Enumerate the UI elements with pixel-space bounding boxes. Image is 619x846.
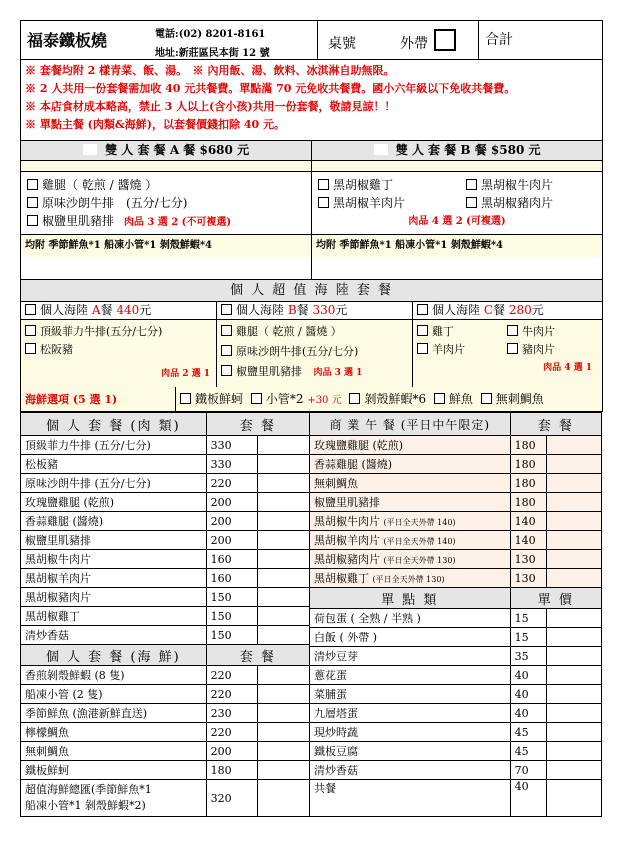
- double-set-b-title: 雙 人 套 餐 B 餐 $580 元: [395, 143, 541, 157]
- item-price: 40: [510, 780, 546, 817]
- qty-cell[interactable]: [258, 455, 310, 474]
- item-name: 檸檬鯛魚: [21, 723, 207, 742]
- seafood-options-label: 海鮮選項 (5 選 1): [21, 387, 176, 411]
- checkbox[interactable]: [466, 197, 477, 208]
- table-row: [21, 685, 310, 704]
- personal-a-title-prefix: 個人海陸: [40, 303, 89, 317]
- checkbox[interactable]: [481, 393, 492, 404]
- qty-cell[interactable]: [546, 436, 601, 455]
- table-row: [21, 666, 310, 685]
- double-sets: [20, 141, 603, 280]
- notices: [20, 60, 603, 141]
- seafood-option: 鮮魚: [448, 392, 473, 406]
- qty-cell[interactable]: [258, 531, 310, 550]
- table-row: [21, 531, 310, 550]
- double-a-item: 椒鹽里肌豬排: [42, 214, 115, 228]
- table-row: [21, 493, 310, 512]
- checkbox[interactable]: [417, 304, 428, 315]
- item-name: 無刺鯛魚: [314, 477, 358, 490]
- qty-cell[interactable]: [258, 474, 310, 493]
- checkbox[interactable]: [318, 179, 329, 190]
- table-row: [21, 455, 310, 474]
- personal-b-item: 雞腿（ 乾煎 / 醬燒 ）: [236, 325, 342, 338]
- table-row: [310, 742, 602, 761]
- personal-b-item: 原味沙朗牛排(五分/七分): [236, 345, 359, 358]
- double-a-sides: 均附 季節鮮魚*1 船凍小管*1 剝殼鮮蝦*4: [21, 234, 311, 257]
- meat-table-header: [21, 413, 310, 436]
- personal-c-mid: 餐: [493, 303, 506, 317]
- item-name: 季節鮮魚 (漁港新鮮直送): [21, 704, 207, 723]
- checkbox[interactable]: [25, 304, 36, 315]
- personal-c-item: 豬肉片: [522, 343, 555, 356]
- item-name: 黑胡椒豬肉片: [314, 553, 380, 566]
- double-b-pick-note: 肉品 4 選 2 (可複選): [408, 216, 506, 227]
- business-table-header: [310, 413, 602, 436]
- personal-sets-title: 個 人 超 值 海 陸 套 餐: [20, 280, 603, 302]
- double-set-a-checkbox[interactable]: [83, 144, 97, 155]
- meat-table-title: 個 人 套 餐 (肉 類): [21, 413, 207, 436]
- qty-cell[interactable]: [546, 685, 601, 704]
- item-price: 45: [510, 723, 546, 742]
- qty-cell[interactable]: [546, 493, 601, 512]
- table-row: [21, 723, 310, 742]
- double-set-b: [312, 141, 602, 279]
- personal-a-letter: A: [91, 303, 101, 317]
- table-row: [310, 723, 602, 742]
- item-name: 清炒香菇: [310, 761, 511, 780]
- item-name: 白飯 ( 外帶 ): [310, 628, 511, 647]
- item-name: 椒鹽里肌豬排: [21, 531, 207, 550]
- checkbox[interactable]: [180, 393, 191, 404]
- personal-set-c: [413, 302, 602, 386]
- item-price: 130: [510, 550, 546, 569]
- address: 地址:新莊區民本街 12 號: [155, 48, 270, 59]
- item-name: 椒鹽里肌豬排: [314, 496, 380, 509]
- checkbox[interactable]: [221, 325, 232, 336]
- qty-cell[interactable]: [258, 550, 310, 569]
- item-price: 35: [510, 647, 546, 666]
- item-name: 清炒豆芽: [310, 647, 511, 666]
- item-price: 150: [206, 588, 258, 607]
- personal-b-title-prefix: 個人海陸: [236, 303, 285, 317]
- table-row: [310, 647, 602, 666]
- combo-name: [21, 780, 207, 817]
- qty-cell[interactable]: [258, 626, 310, 645]
- item-price: 15: [510, 609, 546, 628]
- table-row: [310, 569, 602, 588]
- personal-c-title-prefix: 個人海陸: [432, 303, 481, 317]
- item-name: 菜脯蛋: [310, 685, 511, 704]
- table-row: [310, 493, 602, 512]
- item-price: 40: [510, 666, 546, 685]
- checkbox[interactable]: [27, 179, 38, 190]
- table-row: [310, 455, 602, 474]
- personal-c-letter: C: [483, 303, 494, 317]
- personal-a-mid: 餐: [100, 303, 113, 317]
- item-name: 黑胡椒雞丁: [21, 607, 207, 626]
- table-row: [310, 685, 602, 704]
- qty-cell[interactable]: [546, 723, 601, 742]
- checkbox[interactable]: [27, 215, 38, 226]
- item-name: 清炒香菇: [21, 626, 207, 645]
- double-a-pick-note: 肉品 3 選 2 (不可複選): [123, 217, 232, 228]
- checkbox[interactable]: [434, 393, 445, 404]
- item-price: 320: [206, 780, 258, 817]
- qty-cell[interactable]: [258, 569, 310, 588]
- qty-cell[interactable]: [258, 436, 310, 455]
- item-price: 160: [206, 550, 258, 569]
- double-a-item: 原味沙朗牛排 (五分/七分): [42, 196, 188, 210]
- item-price: 40: [510, 685, 546, 704]
- qty-cell[interactable]: [258, 493, 310, 512]
- item-name: 蔥花蛋: [310, 666, 511, 685]
- restaurant-name: 福泰鐵板燒: [27, 31, 108, 50]
- table-row: [310, 531, 602, 550]
- qty-cell[interactable]: [258, 780, 310, 817]
- item-name: 玫瑰鹽雞腿 (乾煎): [21, 493, 207, 512]
- table-row: [21, 704, 310, 723]
- table-row: [21, 780, 310, 817]
- personal-a-price: 440: [116, 303, 140, 317]
- qty-cell[interactable]: [546, 550, 601, 569]
- item-price: 160: [206, 569, 258, 588]
- checkbox[interactable]: [25, 343, 36, 354]
- table-row: [310, 609, 602, 628]
- personal-b-mid: 餐: [296, 303, 309, 317]
- personal-b-note: 肉品 3 選 1: [313, 368, 363, 378]
- combo-line-2: 船凍小管*1 剝殼鮮蝦*2): [25, 799, 146, 812]
- item-price: 15: [510, 628, 546, 647]
- notice-4: ※ 單點主餐 (肉類&海鮮)，以套餐價錢扣除 40 元。: [25, 118, 285, 131]
- checkbox[interactable]: [507, 343, 518, 354]
- item-price: 70: [510, 761, 546, 780]
- qty-cell[interactable]: [546, 742, 601, 761]
- personal-c-price: 280: [508, 303, 532, 317]
- personal-c-unit: 元: [531, 303, 544, 317]
- total-box: [478, 21, 602, 59]
- qty-cell[interactable]: [546, 531, 601, 550]
- item-name: 鐵板鮮蚵: [21, 761, 207, 780]
- qty-cell[interactable]: [546, 704, 601, 723]
- seafood-table-title: 個 人 套 餐 (海 鮮): [21, 645, 207, 666]
- qty-cell[interactable]: [546, 474, 601, 493]
- item-note: (平日全天外帶 130): [383, 556, 456, 565]
- item-price: 130: [510, 569, 546, 588]
- item-price: 180: [206, 761, 258, 780]
- table-row: [21, 512, 310, 531]
- table-row: [21, 742, 310, 761]
- item-name: 現炒時蔬: [310, 723, 511, 742]
- personal-c-item: 羊肉片: [432, 343, 465, 356]
- takeout-checkbox[interactable]: [434, 29, 456, 51]
- item-price: 180: [510, 455, 546, 474]
- table-row: [21, 436, 310, 455]
- phone: 電話:(02) 8201-8161: [155, 29, 266, 40]
- personal-set-b: [217, 302, 413, 386]
- table-row: [21, 474, 310, 493]
- total-label: 合計: [485, 32, 513, 48]
- table-row: [21, 607, 310, 626]
- checkbox[interactable]: [251, 393, 262, 404]
- table-row: [21, 569, 310, 588]
- item-price: 180: [510, 493, 546, 512]
- item-note: (平日全天外帶 140): [383, 537, 456, 546]
- notice-1: ※ 套餐均附 2 樣青菜、飯、湯。 ※ 內用飯、湯、飲料、冰淇淋自助無限。: [25, 64, 395, 77]
- item-price: 220: [206, 723, 258, 742]
- item-price: 45: [510, 742, 546, 761]
- item-name: 原味沙朗牛排 (五分/七分): [21, 474, 207, 493]
- checkbox[interactable]: [318, 197, 329, 208]
- qty-cell[interactable]: [258, 512, 310, 531]
- item-name: 無刺鯛魚: [21, 742, 207, 761]
- qty-cell[interactable]: [258, 742, 310, 761]
- checkbox[interactable]: [221, 304, 232, 315]
- item-price: 220: [206, 685, 258, 704]
- table-row: [310, 550, 602, 569]
- personal-b-letter: B: [287, 303, 297, 317]
- item-price: 180: [510, 436, 546, 455]
- item-note: (平日全天外帶 140): [383, 518, 456, 527]
- right-menu-table: [309, 412, 602, 817]
- table-row: [21, 626, 310, 645]
- qty-cell[interactable]: [546, 569, 601, 588]
- checkbox[interactable]: [507, 325, 518, 336]
- personal-c-item: 牛肉片: [522, 325, 555, 338]
- qty-cell[interactable]: [546, 780, 601, 817]
- notice-2: ※ 2 人共用一份套餐需加收 40 元共餐費。單點滿 70 元免收共餐費。國小六年級以下免收共餐費。: [25, 82, 516, 95]
- table-row: [310, 704, 602, 723]
- personal-b-price: 330: [312, 303, 336, 317]
- personal-a-item: 松阪豬: [40, 343, 73, 356]
- qty-cell[interactable]: [546, 512, 601, 531]
- personal-a-item: 頂級菲力牛排(五分/七分): [40, 325, 163, 338]
- notice-3: ※ 本店食材成本略高，禁止 3 人以上(含小孩)共用一份套餐，敬請見諒！！: [25, 100, 396, 113]
- item-name: 松板豬: [21, 455, 207, 474]
- table-row: [310, 780, 602, 817]
- seafood-option: 無刺鯛魚: [495, 392, 544, 406]
- personal-set-a: [21, 302, 217, 386]
- qty-cell[interactable]: [258, 685, 310, 704]
- meat-price-header: 套 餐: [206, 413, 309, 436]
- personal-sets: [20, 302, 603, 387]
- checkbox[interactable]: [349, 393, 360, 404]
- table-takeout-box: [317, 21, 478, 59]
- contact-info: [155, 21, 317, 59]
- item-name: 共餐: [310, 780, 511, 817]
- qty-cell[interactable]: [258, 666, 310, 685]
- item-name: 頂級菲力牛排 (五分/七分): [21, 436, 207, 455]
- table-row: [21, 761, 310, 780]
- qty-cell[interactable]: [258, 723, 310, 742]
- qty-cell[interactable]: [546, 761, 601, 780]
- table-row: [310, 436, 602, 455]
- checkbox[interactable]: [466, 179, 477, 190]
- qty-cell[interactable]: [258, 588, 310, 607]
- double-set-a: [21, 141, 312, 279]
- item-name: 香蒜雞腿 (醬燒): [314, 458, 393, 471]
- double-set-a-title: 雙 人 套 餐 A 餐 $680 元: [105, 143, 250, 157]
- item-price: 40: [510, 704, 546, 723]
- double-b-item: 黑胡椒豬肉片: [481, 196, 554, 210]
- menu-tables: [20, 412, 603, 817]
- table-row: [310, 666, 602, 685]
- qty-cell[interactable]: [546, 609, 601, 628]
- item-price: 200: [206, 531, 258, 550]
- table-row: [310, 628, 602, 647]
- qty-cell[interactable]: [546, 455, 601, 474]
- qty-cell[interactable]: [546, 666, 601, 685]
- left-menu-table: [20, 412, 310, 817]
- double-b-item: 黑胡椒牛肉片: [481, 178, 554, 192]
- personal-c-note: 肉品 4 選 1: [543, 363, 592, 373]
- table-row: [21, 588, 310, 607]
- personal-b-unit: 元: [335, 303, 348, 317]
- item-name: 黑胡椒牛肉片: [21, 550, 207, 569]
- seafood-option: 剝殼鮮蝦*6: [364, 392, 427, 406]
- checkbox[interactable]: [25, 325, 36, 336]
- table-row: [310, 474, 602, 493]
- item-note: (平日全天外帶 130): [372, 575, 445, 584]
- seafood-options: [20, 387, 603, 412]
- single-price-header: 單 價: [510, 588, 601, 609]
- item-name: 黑胡椒羊肉片: [21, 569, 207, 588]
- personal-a-note: 肉品 2 選 1: [161, 369, 210, 379]
- item-price: 200: [206, 493, 258, 512]
- table-row: [310, 512, 602, 531]
- table-row: [21, 550, 310, 569]
- qty-cell[interactable]: [546, 647, 601, 666]
- personal-a-unit: 元: [139, 303, 152, 317]
- double-b-item: 黑胡椒羊肉片: [333, 196, 406, 210]
- seafood-option-surcharge: +30 元: [307, 395, 342, 406]
- item-name: 香煎剝殼鮮蝦 (8 隻): [21, 666, 207, 685]
- business-table-title: 商 業 午 餐 (平日中午限定): [310, 413, 511, 436]
- personal-b-item: 椒鹽里肌豬排: [236, 365, 302, 378]
- seafood-option: 鐵板鮮蚵: [195, 392, 244, 406]
- checkbox[interactable]: [27, 197, 38, 208]
- item-name: 黑胡椒雞丁: [314, 572, 369, 585]
- item-price: 150: [206, 626, 258, 645]
- double-b-sides: 均附 季節鮮魚*1 船凍小管*1 剝殼鮮蝦*4: [312, 234, 602, 257]
- table-row: [310, 761, 602, 780]
- checkbox[interactable]: [221, 345, 232, 356]
- double-set-b-checkbox[interactable]: [374, 144, 388, 155]
- item-price: 140: [510, 531, 546, 550]
- order-sheet: [20, 20, 603, 817]
- item-price: 180: [510, 474, 546, 493]
- item-name: 船凍小管 (2 隻): [21, 685, 207, 704]
- qty-cell[interactable]: [546, 628, 601, 647]
- qty-cell[interactable]: [258, 704, 310, 723]
- single-table-title: 單 點 類: [310, 588, 511, 609]
- item-name: 黑胡椒羊肉片: [314, 534, 380, 547]
- item-price: 330: [206, 436, 258, 455]
- seafood-price-header: 套 餐: [206, 645, 309, 666]
- item-name: 九層塔蛋: [310, 704, 511, 723]
- checkbox[interactable]: [221, 365, 232, 376]
- item-name: 玫瑰鹽雞腿 (乾煎): [314, 439, 404, 452]
- checkbox[interactable]: [417, 343, 428, 354]
- table-number-label: 桌號: [328, 36, 356, 52]
- double-b-item: 黑胡椒雞丁: [333, 178, 394, 192]
- takeout-label: 外帶: [400, 36, 428, 52]
- item-price: 220: [206, 474, 258, 493]
- single-table-header: [310, 588, 602, 609]
- item-price: 140: [510, 512, 546, 531]
- item-price: 220: [206, 666, 258, 685]
- item-price: 200: [206, 742, 258, 761]
- seafood-table-header: [21, 645, 310, 666]
- business-price-header: 套 餐: [510, 413, 601, 436]
- item-price: 200: [206, 512, 258, 531]
- item-price: 330: [206, 455, 258, 474]
- item-price: 150: [206, 607, 258, 626]
- item-name: 黑胡椒豬肉片: [21, 588, 207, 607]
- header: [20, 20, 603, 60]
- qty-cell[interactable]: [258, 761, 310, 780]
- item-name: 鐵板豆腐: [310, 742, 511, 761]
- personal-c-item: 雞丁: [432, 325, 454, 338]
- item-name: 荷包蛋 ( 全熟 / 半熟 ): [310, 609, 511, 628]
- item-name: 黑胡椒牛肉片: [314, 515, 380, 528]
- double-a-item: 雞腿（ 乾煎 / 醬燒 ）: [42, 178, 158, 192]
- checkbox[interactable]: [417, 325, 428, 336]
- seafood-option: 小管*2: [265, 392, 304, 406]
- qty-cell[interactable]: [258, 607, 310, 626]
- item-price: 230: [206, 704, 258, 723]
- item-name: 香蒜雞腿 (醬燒): [21, 512, 207, 531]
- combo-line-1: 超值海鮮總匯(季節鮮魚*1: [25, 783, 152, 796]
